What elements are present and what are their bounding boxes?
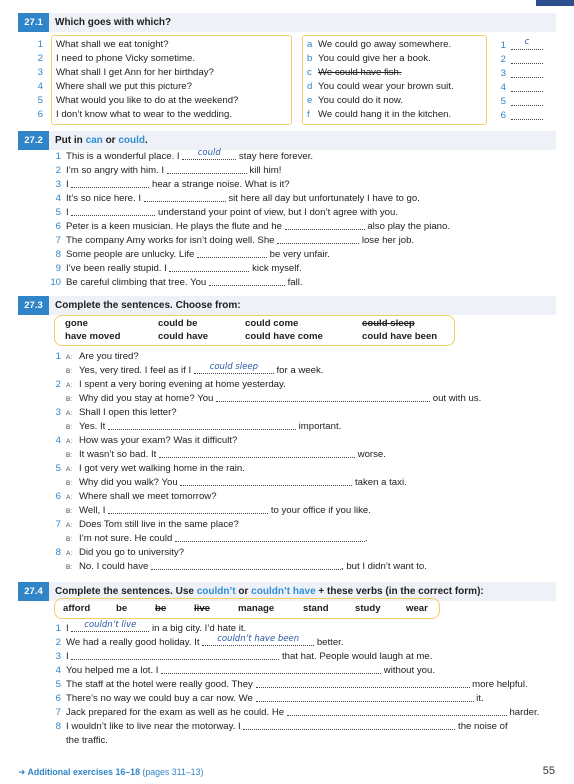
handwritten-answer: couldn’t live: [84, 620, 137, 630]
speaker-a: A:: [66, 354, 73, 361]
speaker-b: B:: [66, 508, 73, 515]
dialogue-text: Where shall we meet tomorrow?: [79, 491, 217, 502]
answer-blank[interactable]: [511, 82, 543, 92]
sentence-continuation: [48, 734, 539, 748]
speaker-b: B:: [66, 480, 73, 487]
item-number: 4: [55, 193, 61, 204]
item-number: 7: [55, 519, 61, 530]
response-end: worse.: [355, 449, 386, 460]
answer-blank[interactable]: [511, 37, 543, 50]
dialogue-text: How was your exam? Was it difficult?: [79, 435, 238, 446]
response-start: Well, I: [79, 505, 109, 516]
exercise-header: [18, 13, 556, 32]
answer-blank[interactable]: [151, 560, 341, 570]
sentence-item: [48, 664, 539, 678]
exercise-number: 27.4: [18, 582, 49, 601]
verb-option: be: [116, 603, 128, 614]
question-item: [37, 108, 291, 122]
verb-option: study: [355, 603, 381, 614]
item-number: 2: [55, 637, 61, 648]
exercise-instruction: Complete the sentences. Use couldn’t or couldn’t have + these verbs (in the correct form):: [55, 586, 484, 597]
sentence-item: [48, 262, 450, 276]
continuation-text: the traffic.: [66, 735, 108, 746]
dialogue-text: I got very wet walking home in the rain.: [79, 463, 245, 474]
verb-option: live: [194, 603, 211, 614]
item-number: 9: [55, 263, 61, 274]
corner-tab: [536, 0, 574, 6]
word-option: gone: [65, 318, 88, 329]
sentence-start: You helped me a lot. I: [66, 665, 162, 676]
option-letter: c: [307, 67, 312, 78]
sentence-start: I: [66, 651, 72, 662]
dialogue-line-b: [48, 476, 481, 490]
item-number: 2: [500, 54, 506, 65]
question-text: I don’t know what to wear to the wedding.: [56, 109, 232, 120]
exercise-header: [18, 296, 556, 315]
page-number: 55: [542, 765, 555, 777]
sentence-end: it.: [473, 693, 484, 704]
sentence-item: [48, 276, 450, 290]
sentence-item: [48, 150, 450, 164]
dialogue-line-a: [48, 490, 481, 504]
exercise-instruction: Which goes with which?: [55, 17, 172, 28]
item-number: 1: [55, 151, 61, 162]
sentence-start: I: [66, 179, 72, 190]
response-start: Why did you stay at home? You: [79, 393, 217, 404]
response-start: It wasn’t so bad. It: [79, 449, 159, 460]
option-text: We could go away somewhere.: [318, 39, 452, 50]
answer-item: [498, 67, 543, 81]
sentence-end: hear a strange noise. What is it?: [149, 179, 290, 190]
answer-item: [498, 53, 543, 67]
exercise-27-1: [18, 13, 556, 131]
sentence-item: [48, 636, 539, 650]
option-text: We could hang it in the kitchen.: [318, 109, 452, 120]
speaker-b: B:: [66, 452, 73, 459]
sentence-item: [48, 678, 539, 692]
item-number: 5: [500, 96, 506, 107]
verb-option: afford: [63, 603, 91, 614]
sentence-item: [48, 692, 539, 706]
item-number: 3: [500, 68, 506, 79]
answer-blank[interactable]: [511, 110, 543, 120]
sentence-start: It’s so nice here. I: [66, 193, 144, 204]
sentence-end: without you.: [381, 665, 435, 676]
dialogue-line-b: [48, 560, 481, 574]
question-item: [37, 52, 291, 66]
answer-blank[interactable]: [71, 178, 149, 188]
response-start: No. I could have: [79, 561, 151, 572]
response-end: taken a taxi.: [352, 477, 407, 488]
item-number: 6: [55, 221, 61, 232]
question-text: What shall we eat tonight?: [56, 39, 169, 50]
question-item: [37, 94, 291, 108]
exercise-number: 27.2: [18, 131, 49, 150]
answer-item: [498, 109, 543, 123]
exercise-number: 27.3: [18, 296, 49, 315]
item-number: 8: [55, 249, 61, 260]
response-end: out with us.: [430, 393, 482, 404]
answer-blank[interactable]: [285, 220, 365, 230]
handwritten-answer: c: [524, 37, 530, 48]
response-end: .: [364, 533, 368, 544]
sentence-end: understand your point of view, but I don’t agree with you.: [155, 207, 399, 218]
option-text: You could give her a book.: [318, 53, 431, 64]
footer-link[interactable]: ➜ Additional exercises 16–18 (pages 311–13): [18, 767, 204, 777]
sentence-start: I’m so angry with him. I: [66, 165, 167, 176]
dialogue-line-b: [48, 448, 481, 462]
answer-blank[interactable]: [71, 622, 149, 632]
sentence-end: kick myself.: [249, 263, 302, 274]
exercise-instruction: Complete the sentences. Choose from:: [55, 300, 241, 311]
item-number: 4: [500, 82, 506, 93]
item-number: 5: [55, 679, 61, 690]
dialogue-text: Are you tired?: [79, 351, 139, 362]
answer-blank[interactable]: [180, 476, 352, 486]
sentence-start: The company Amy works for isn’t doing well. She: [66, 235, 278, 246]
dialogue-line-b: [48, 504, 481, 518]
sentence-item: [48, 164, 450, 178]
sentence-start: Peter is a keen musician. He plays the flute and he: [66, 221, 285, 232]
sentence-item: [48, 220, 450, 234]
word-option: could come: [245, 318, 299, 329]
speaker-a: A:: [66, 494, 73, 501]
word-option: could have been: [362, 331, 438, 342]
sentence-start: I: [66, 623, 72, 634]
word-option: have moved: [65, 331, 121, 342]
sentence-item: [48, 206, 450, 220]
dialogue-text: I spent a very boring evening at home yesterday.: [79, 379, 286, 390]
option-letter: d: [307, 81, 313, 92]
response-start: Yes, very tired. I feel as if I: [79, 365, 194, 376]
answer-blank[interactable]: [182, 150, 236, 160]
sentence-start: Jack prepared for the exam as well as he could. He: [66, 707, 287, 718]
item-number: 1: [55, 351, 61, 362]
handwritten-answer: couldn’t have been: [217, 634, 300, 644]
answer-blank[interactable]: [287, 706, 507, 716]
word-option: could sleep: [362, 318, 415, 329]
sentence-item: [48, 706, 539, 720]
item-number: 5: [55, 207, 61, 218]
exercise-27-2: [18, 131, 556, 291]
option-item: [303, 94, 486, 108]
response-end: for a week.: [273, 365, 324, 376]
exercise-instruction: Put in can or could.: [55, 135, 148, 146]
response-end: to your office if you like.: [268, 505, 371, 516]
item-number: 2: [37, 53, 43, 64]
answers-column: [498, 39, 543, 123]
answer-blank[interactable]: [277, 234, 359, 244]
question-text: What shall I get Ann for her birthday?: [56, 67, 214, 78]
option-letter: a: [307, 39, 313, 50]
sentence-item: [48, 720, 539, 734]
item-number: 4: [37, 81, 43, 92]
speaker-a: A:: [66, 438, 73, 445]
option-item: [303, 52, 486, 66]
answer-blank[interactable]: [256, 692, 474, 702]
item-number: 5: [55, 463, 61, 474]
answer-blank[interactable]: [197, 248, 267, 258]
sentence-start: We had a really good holiday. It: [66, 637, 203, 648]
dialogue-line-b: [48, 364, 481, 378]
dialogue-line-a: [48, 546, 481, 560]
answer-blank[interactable]: [256, 678, 470, 688]
word-option: could be: [158, 318, 198, 329]
verb-option: be: [155, 603, 167, 614]
option-letter: b: [307, 53, 313, 64]
option-letter: e: [307, 95, 313, 106]
option-item: [303, 80, 486, 94]
item-number: 3: [55, 407, 61, 418]
sentence-start: There’s no way we could buy a car now. We: [66, 693, 256, 704]
exercise-27-4: [18, 582, 556, 757]
sentence-start: Some people are unlucky. Life: [66, 249, 198, 260]
sentence-item: [48, 650, 539, 664]
answer-blank[interactable]: [169, 262, 249, 272]
sentence-start: This is a wonderful place. I: [66, 151, 183, 162]
answer-blank[interactable]: [161, 664, 381, 674]
dialogue-line-a: [48, 462, 481, 476]
item-number: 4: [55, 435, 61, 446]
answer-blank[interactable]: [511, 96, 543, 106]
option-text: We could have fish.: [318, 67, 402, 78]
speaker-a: A:: [66, 466, 73, 473]
dialogue-line-b: [48, 532, 481, 546]
speaker-a: A:: [66, 550, 73, 557]
answer-item: [498, 81, 543, 95]
question-item: [37, 66, 291, 80]
item-number: 7: [55, 707, 61, 718]
answer-blank[interactable]: [159, 448, 355, 458]
answer-blank[interactable]: [216, 392, 430, 402]
question-text: What would you like to do at the weekend?: [56, 95, 239, 106]
verb-box: [54, 598, 440, 619]
answer-blank[interactable]: [511, 68, 543, 78]
answer-blank[interactable]: [202, 636, 314, 646]
item-number: 5: [37, 95, 43, 106]
dialogue-line-b: [48, 392, 481, 406]
speaker-b: B:: [66, 564, 73, 571]
answer-blank[interactable]: [511, 54, 543, 64]
answer-item: [498, 95, 543, 109]
dialogue-line-a: [48, 406, 481, 420]
item-number: 3: [55, 651, 61, 662]
exercise-number: 27.1: [18, 13, 49, 32]
item-number: 3: [55, 179, 61, 190]
speaker-b: B:: [66, 368, 73, 375]
item-number: 1: [37, 39, 43, 50]
item-number: 8: [55, 721, 61, 732]
sentence-end: better.: [314, 637, 344, 648]
sentence-item: [48, 192, 450, 206]
speaker-b: B:: [66, 424, 73, 431]
option-item: [303, 66, 486, 80]
item-number: 6: [55, 693, 61, 704]
dialogue-line-a: [48, 378, 481, 392]
option-letter: f: [307, 109, 310, 120]
sentence-end: also play the piano.: [364, 221, 450, 232]
sentence-end: stay here forever.: [236, 151, 314, 162]
item-number: 2: [55, 379, 61, 390]
item-number: 2: [55, 165, 61, 176]
speaker-a: A:: [66, 522, 73, 529]
dialogue-line-b: [48, 420, 481, 434]
question-item: [37, 38, 291, 52]
sentence-end: be very unfair.: [267, 249, 330, 260]
response-start: I’m not sure. He could: [79, 533, 175, 544]
answer-blank[interactable]: [71, 650, 279, 660]
answer-blank[interactable]: [175, 532, 365, 542]
sentence-item: [48, 248, 450, 262]
options-box: [302, 35, 487, 125]
exercise-27-3: [18, 296, 556, 578]
sentence-end: fall.: [284, 277, 303, 288]
word-box: [54, 315, 455, 346]
answer-blank[interactable]: [71, 206, 155, 216]
response-start: Why did you walk? You: [79, 477, 181, 488]
sentence-start: I: [66, 207, 72, 218]
response-end: , but I didn’t want to.: [341, 561, 427, 572]
question-text: I need to phone Vicky sometime.: [56, 53, 196, 64]
handwritten-answer: could: [197, 148, 221, 158]
sentence-end: the noise of: [455, 721, 508, 732]
item-number: 10: [50, 277, 61, 288]
questions-box: [37, 35, 292, 125]
sentence-end: kill him!: [246, 165, 282, 176]
sentence-end: that hat. People would laugh at me.: [279, 651, 433, 662]
handwritten-answer: could sleep: [209, 362, 259, 372]
item-number: 6: [55, 491, 61, 502]
answer-item: [498, 39, 543, 53]
item-number: 7: [55, 235, 61, 246]
answer-blank[interactable]: [243, 720, 455, 730]
word-option: could have: [158, 331, 209, 342]
answer-blank[interactable]: [194, 364, 274, 374]
item-number: 6: [500, 110, 506, 121]
response-end: important.: [295, 421, 342, 432]
dialogue-text: Shall I open this letter?: [79, 407, 177, 418]
item-number: 4: [55, 665, 61, 676]
dialogue-text: Does Tom still live in the same place?: [79, 519, 239, 530]
dialogue-line-a: [48, 518, 481, 532]
response-start: Yes. It: [79, 421, 108, 432]
speaker-a: A:: [66, 410, 73, 417]
sentence-start: The staff at the hotel were really good. They: [66, 679, 256, 690]
speaker-b: B:: [66, 536, 73, 543]
sentence-end: more helpful.: [469, 679, 528, 690]
dialogue-line-a: [48, 434, 481, 448]
answer-blank[interactable]: [108, 504, 268, 514]
option-text: You could wear your brown suit.: [318, 81, 454, 92]
sentence-end: harder.: [506, 707, 540, 718]
verb-option: wear: [406, 603, 428, 614]
sentence-end: lose her job.: [359, 235, 415, 246]
sentence-start: I wouldn’t like to live near the motorway. I: [66, 721, 244, 732]
sentence-end: sit here all day but unfortunately I have to go.: [225, 193, 420, 204]
question-text: Where shall we put this picture?: [56, 81, 192, 92]
answer-blank[interactable]: [108, 420, 296, 430]
item-number: 1: [55, 623, 61, 634]
sentence-item: [48, 234, 450, 248]
option-item: [303, 108, 486, 122]
option-item: [303, 38, 486, 52]
sentence-item: [48, 178, 450, 192]
sentence-start: Be careful climbing that tree. You: [66, 277, 209, 288]
option-text: You could do it now.: [318, 95, 403, 106]
answer-blank[interactable]: [144, 192, 226, 202]
sentence-end: in a big city. I’d hate it.: [149, 623, 247, 634]
sentence-start: I’ve been really stupid. I: [66, 263, 170, 274]
item-number: 8: [55, 547, 61, 558]
speaker-b: B:: [66, 396, 73, 403]
answer-blank[interactable]: [209, 276, 285, 286]
question-item: [37, 80, 291, 94]
speaker-a: A:: [66, 382, 73, 389]
verb-option: stand: [303, 603, 329, 614]
item-number: 1: [500, 40, 506, 51]
dialogue-text: Did you go to university?: [79, 547, 185, 558]
item-number: 6: [37, 109, 43, 120]
item-number: 3: [37, 67, 43, 78]
verb-option: manage: [238, 603, 275, 614]
exercise-header: [18, 131, 556, 150]
answer-blank[interactable]: [167, 164, 247, 174]
word-option: could have come: [245, 331, 323, 342]
